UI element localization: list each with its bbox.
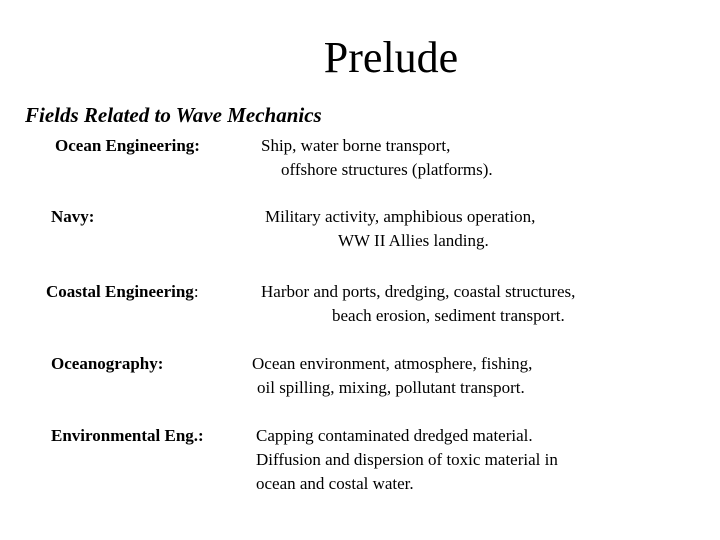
description-line: Harbor and ports, dredging, coastal structures, [261,282,576,301]
slide-title: Prelude [323,33,459,82]
field-description-navy [265,205,535,253]
description-line: Diffusion and dispersion of toxic material in [256,450,558,469]
description-line: WW II Allies landing. [338,231,489,250]
description-line: Ship, water borne transport, [261,136,451,155]
field-label-coastal-engineering [46,280,199,304]
description-line: oil spilling, mixing, pollutant transport. [257,378,525,397]
field-label-environmental-eng [51,424,204,448]
field-label-text: Environmental Eng.: [51,426,204,445]
field-label-text: Coastal Engineering [46,282,194,301]
description-line: Military activity, amphibious operation, [265,207,536,226]
description-line: Capping contaminated dredged material. [256,426,533,445]
description-line: Ocean environment, atmosphere, fishing, [252,354,533,373]
field-label-text: Oceanography: [51,354,164,373]
description-line: beach erosion, sediment transport. [332,306,565,325]
field-label-ocean-engineering [55,134,200,158]
field-label-text: Navy: [51,207,95,226]
description-line: ocean and costal water. [256,474,414,493]
field-description-environmental-eng [256,424,558,496]
field-description-ocean-engineering [261,134,493,182]
field-label-navy [51,205,94,229]
field-label-oceanography [51,352,163,376]
description-line: offshore structures (platforms). [281,160,493,179]
field-label-suffix: : [193,282,199,301]
field-label-text: Ocean Engineering: [55,136,200,155]
field-description-coastal-engineering [261,280,575,328]
slide-subtitle: Fields Related to Wave Mechanics [25,103,322,127]
field-description-oceanography [252,352,532,400]
